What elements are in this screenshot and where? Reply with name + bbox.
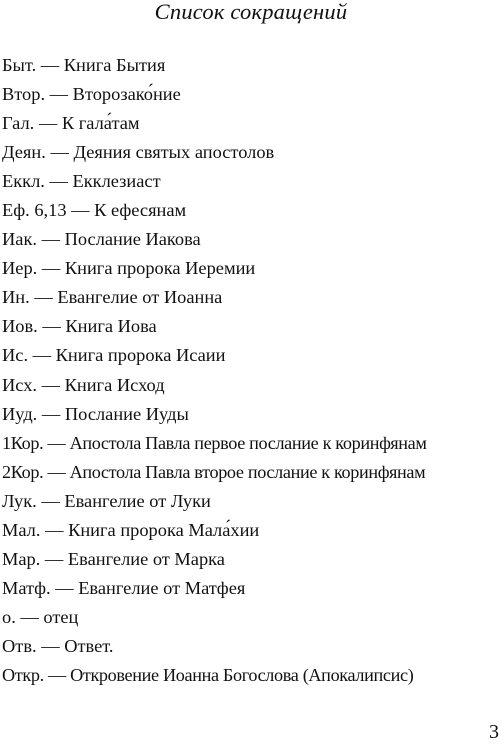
- em-dash: —: [71, 200, 90, 221]
- list-item: [2, 284, 502, 313]
- em-dash: —: [41, 374, 60, 395]
- list-item: [2, 372, 502, 401]
- list-item: [2, 81, 502, 110]
- list-item: [2, 139, 502, 168]
- abbreviation-list: [2, 52, 502, 691]
- abbreviation-meaning: Книга Исход: [64, 374, 165, 395]
- em-dash: —: [50, 142, 69, 163]
- em-dash: —: [41, 403, 61, 424]
- abbreviation-meaning: отец: [43, 606, 79, 627]
- list-item: [2, 575, 502, 604]
- list-item: [2, 633, 502, 662]
- em-dash: —: [49, 84, 69, 105]
- list-item: [2, 226, 502, 255]
- abbreviation-meaning: Деяния святых апостолов: [73, 142, 275, 163]
- list-item: [2, 459, 502, 488]
- abbreviation-term: о.: [2, 606, 16, 627]
- page-title: Список сокращений: [154, 0, 348, 24]
- list-item: [2, 255, 502, 284]
- em-dash: —: [48, 664, 66, 685]
- abbreviation-meaning: Апостола Павла второе послание к коринфянам: [69, 461, 426, 482]
- abbreviation-meaning: Апостола Павла первое послание к коринфянам: [69, 432, 427, 453]
- list-item: [2, 168, 502, 197]
- abbreviation-meaning: Послание Иуды: [64, 403, 189, 424]
- abbreviation-term: Еф. 6,13: [2, 200, 67, 221]
- abbreviation-meaning: Евангелие от Матфея: [78, 577, 246, 598]
- abbreviation-meaning: Книга Иова: [65, 316, 157, 337]
- abbreviation-term: Лук.: [2, 490, 37, 511]
- abbreviation-term: Исх.: [2, 374, 37, 395]
- abbreviation-term: Быт.: [2, 55, 37, 75]
- em-dash: —: [32, 345, 52, 366]
- em-dash: —: [41, 490, 60, 511]
- abbreviation-meaning: Второзако́ние: [72, 84, 181, 105]
- abbreviation-term: Деян.: [2, 142, 46, 163]
- abbreviation-term: Еккл.: [2, 171, 45, 192]
- em-dash: —: [49, 171, 68, 192]
- list-item: [2, 313, 502, 342]
- abbreviation-term: Втор.: [2, 84, 46, 105]
- abbreviation-term: Мар.: [2, 548, 41, 569]
- abbreviation-meaning: Ответ.: [64, 635, 114, 656]
- em-dash: —: [41, 229, 60, 250]
- list-item: [2, 52, 502, 81]
- abbreviation-term: Откр.: [2, 664, 44, 685]
- abbreviation-meaning: К ефесянам: [94, 200, 187, 221]
- abbreviation-meaning: Послание Иакова: [64, 229, 201, 250]
- list-item: [2, 401, 502, 430]
- abbreviation-meaning: Евангелие от Луки: [64, 490, 211, 511]
- em-dash: —: [38, 113, 58, 134]
- em-dash: —: [42, 316, 61, 337]
- abbreviation-term: Ис.: [2, 345, 29, 366]
- em-dash: —: [41, 258, 61, 279]
- abbreviation-term: Мал.: [2, 519, 41, 540]
- em-dash: —: [47, 461, 66, 482]
- abbreviation-term: Отв.: [2, 635, 37, 656]
- list-item: [2, 430, 502, 459]
- abbreviation-meaning: Книга пророка Мала́хии: [68, 519, 260, 540]
- em-dash: —: [45, 519, 64, 540]
- abbreviation-meaning: Евангелие от Иоанна: [57, 287, 223, 308]
- abbreviation-meaning: Книга пророка Иеремии: [64, 258, 256, 279]
- abbreviation-term: Иер.: [2, 258, 38, 279]
- em-dash: —: [47, 432, 66, 453]
- list-item: [2, 546, 502, 575]
- abbreviation-meaning: Книга Бытия: [63, 55, 166, 75]
- abbreviation-term: Гал.: [2, 113, 35, 134]
- abbreviation-term: Иуд.: [2, 403, 38, 424]
- list-item: [2, 110, 502, 139]
- abbreviation-term: Ин.: [2, 287, 30, 308]
- em-dash: —: [20, 606, 39, 627]
- em-dash: —: [44, 548, 64, 569]
- abbreviation-term: 2Кор.: [2, 461, 44, 482]
- abbreviation-term: Иов.: [2, 316, 38, 337]
- abbreviation-meaning: Евангелие от Марка: [67, 548, 225, 569]
- abbreviation-meaning: Откровение Иоанна Богослова (Апокалипсис): [70, 664, 414, 685]
- abbreviation-term: 1Кор.: [2, 432, 44, 453]
- abbreviation-meaning: Екклезиаст: [72, 171, 161, 192]
- em-dash: —: [41, 635, 60, 656]
- abbreviation-meaning: Книга пророка Исаии: [55, 345, 226, 366]
- em-dash: —: [40, 55, 60, 75]
- abbreviation-meaning: К гала́там: [61, 113, 140, 134]
- page-number: 3: [489, 721, 499, 743]
- abbreviation-term: Матф.: [2, 577, 51, 598]
- em-dash: —: [55, 577, 74, 598]
- list-item: [2, 488, 502, 517]
- list-item: [2, 342, 502, 371]
- list-item: [2, 604, 502, 633]
- list-item: [2, 197, 502, 226]
- abbreviation-term: Иак.: [2, 229, 37, 250]
- list-item: [2, 662, 502, 691]
- list-item: [2, 517, 502, 546]
- em-dash: —: [34, 287, 53, 308]
